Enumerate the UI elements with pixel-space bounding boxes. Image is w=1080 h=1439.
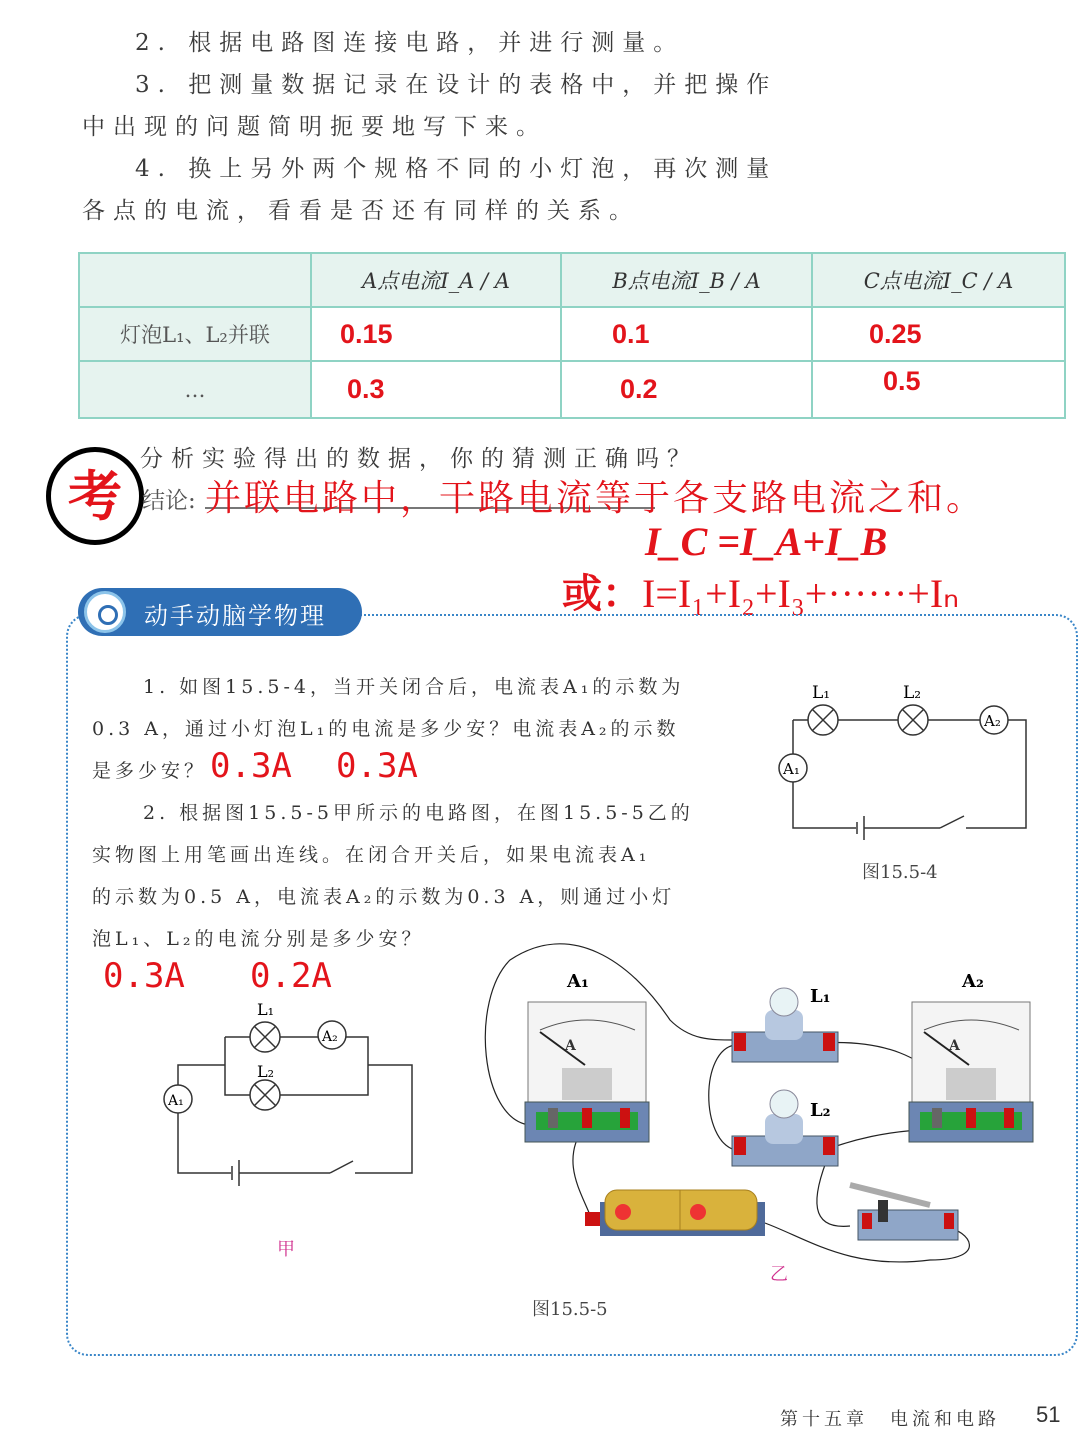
q1-line: 0.3 A，通过小灯泡L₁的电流是多少安？电流表A₂的示数 <box>92 718 680 740</box>
step-4: 4. 换上另外两个规格不同的小灯泡，再次测量 <box>135 156 778 182</box>
header-cell: B点电流I_B / A <box>561 253 812 307</box>
q2-answer: 0.3A <box>103 956 185 996</box>
q2-line: 的示数为0.5 A，电流表A₂的示数为0.3 A，则通过小灯 <box>92 886 676 908</box>
figure-caption: 图15.5-4 <box>862 862 938 883</box>
table-row <box>79 307 1065 361</box>
label-l1: L₁ <box>257 1000 275 1019</box>
label-a1: A₁ <box>168 1093 184 1109</box>
row-label: … <box>79 361 311 418</box>
step-4-cont: 各点的电流，看看是否还有同样的关系。 <box>82 198 640 224</box>
label-a2: A₂ <box>322 1029 338 1045</box>
cell-value: 0.1 <box>561 307 812 361</box>
q1-answer: 0.3A <box>336 746 418 786</box>
cell-value: 0.5 <box>812 361 1065 418</box>
header-cell: A点电流I_A / A <box>311 253 561 307</box>
label-l1: L₁ <box>812 683 831 703</box>
label-l2: L₂ <box>903 683 922 703</box>
data-table <box>78 252 1066 419</box>
q2-line: 2. 根据图15.5-5甲所示的电路图，在图15.5-5乙的 <box>143 802 694 824</box>
label-jia: 甲 <box>277 1239 295 1260</box>
q1-line: 1. 如图15.5-4，当开关闭合后，电流表A₁的示数为 <box>143 676 685 698</box>
cell-value: 0.3 <box>311 361 561 418</box>
step-3-cont: 中出现的问题简明扼要地写下来。 <box>82 114 547 140</box>
step-2: 2. 根据电路图连接电路，并进行测量。 <box>135 30 685 56</box>
section-header <box>78 588 362 636</box>
conclusion-label: 结论: <box>142 488 196 514</box>
label-l1: L₁ <box>810 986 831 1007</box>
row-label: 灯泡L₁、L₂并联 <box>79 307 311 361</box>
header-cell: C点电流I_C / A <box>812 253 1065 307</box>
figure-caption: 图15.5-5 <box>532 1299 608 1320</box>
exam-stamp-icon: 考 <box>46 447 144 545</box>
formula-2: I=I₁+I₂+I₃+······+Iₙ <box>642 571 960 616</box>
label-l2: L₂ <box>257 1062 275 1081</box>
figure-15-5-5-yi-apparatus <box>470 940 1070 1330</box>
step-3: 3. 把测量数据记录在设计的表格中，并把操作 <box>135 72 778 98</box>
section-title: 动手动脑学物理 <box>144 602 326 630</box>
table-row <box>79 361 1065 418</box>
formula-2-prefix: 或： <box>562 571 642 616</box>
section-badge-icon <box>84 591 126 633</box>
battery-icon <box>585 1190 765 1236</box>
meter-unit: A <box>949 1038 960 1054</box>
figure-15-5-4-circuit <box>760 670 1050 890</box>
header-cell <box>79 253 311 307</box>
q2-answer: 0.2A <box>250 956 332 996</box>
label-a1: A₁ <box>783 760 800 778</box>
formula-1: I_C =I_A+I_B <box>645 519 888 564</box>
label-l2: L₂ <box>810 1100 831 1121</box>
cell-value: 0.25 <box>812 307 1065 361</box>
ammeter-a2 <box>909 1002 1033 1142</box>
cell-value: 0.2 <box>561 361 812 418</box>
q1-answer: 0.3A <box>210 746 292 786</box>
q2-line: 实物图上用笔画出连线。在闭合开关后，如果电流表A₁ <box>92 844 651 866</box>
cell-value: 0.15 <box>311 307 561 361</box>
ammeter-a1 <box>525 1002 649 1142</box>
chapter-footer: 第十五章 电流和电路 <box>780 1409 1000 1430</box>
label-a2: A₂ <box>984 712 1001 730</box>
label-a2: A₂ <box>962 971 984 992</box>
conclusion-text: 并联电路中，干路电流等于各支路电流之和。 <box>205 478 986 519</box>
q1-line: 是多少安？ <box>92 760 208 782</box>
meter-unit: A <box>565 1038 576 1054</box>
table-header <box>79 253 1065 307</box>
figure-15-5-5-jia-circuit <box>155 995 425 1265</box>
q2-line: 泡L₁、L₂的电流分别是多少安？ <box>92 928 425 950</box>
page-number: 51 <box>1036 1402 1061 1427</box>
analysis-question: 分析实验得出的数据，你的猜测正确吗？ <box>140 446 698 472</box>
switch-icon <box>850 1185 958 1240</box>
label-a1: A₁ <box>567 971 589 992</box>
label-yi: 乙 <box>770 1264 788 1285</box>
